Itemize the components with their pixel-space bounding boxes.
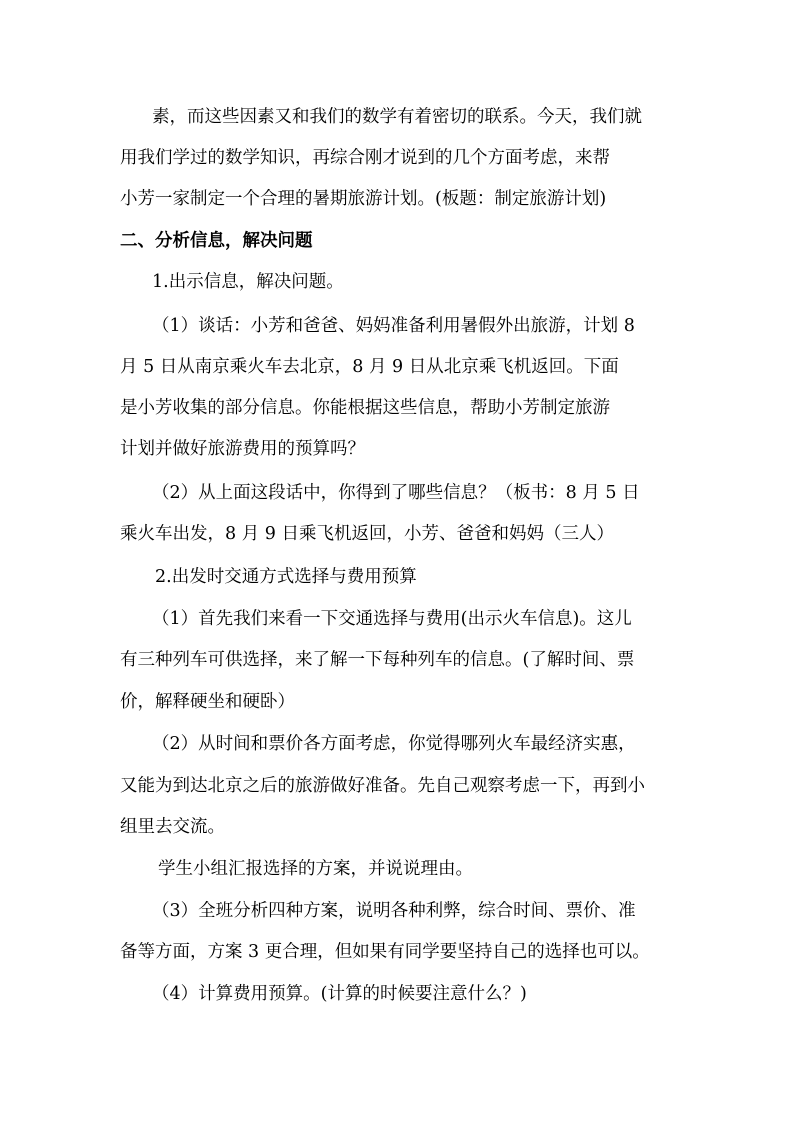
paragraph-line-6: （1）谈话：小芳和爸爸、妈妈准备利用暑假外出旅游，计划 8 bbox=[152, 316, 635, 336]
paragraph-line-17: 又能为到达北京之后的旅游做好准备。先自己观察考虑一下，再到小 bbox=[120, 776, 645, 796]
paragraph-line-16: （2）从时间和票价各方面考虑，你觉得哪列火车最经济实惠， bbox=[152, 734, 636, 754]
paragraph-line-15: 价，解释硬坐和硬卧） bbox=[120, 692, 295, 712]
subsection-heading-1: 1.出示信息，解决问题。 bbox=[152, 272, 344, 292]
paragraph-line-3: 小芳一家制定一个合理的暑期旅游计划。(板题：制定旅游计划) bbox=[120, 189, 607, 209]
section-heading: 二、分析信息，解决问题 bbox=[120, 231, 313, 251]
subsection-heading-2: 2.出发时交通方式选择与费用预算 bbox=[155, 567, 417, 587]
paragraph-line-9: 计划并做好旅游费用的预算吗？ bbox=[120, 439, 365, 459]
paragraph-line-10: （2）从上面这段话中，你得到了哪些信息？（板书：8 月 5 日 bbox=[152, 483, 640, 503]
paragraph-line-11: 乘火车出发，8 月 9 日乘飞机返回，小芳、爸爸和妈妈（三人） bbox=[120, 524, 614, 544]
paragraph-line-13: （1）首先我们来看一下交通选择与费用(出示火车信息)。这儿 bbox=[152, 609, 632, 629]
paragraph-line-7: 月 5 日从南京乘火车去北京，8 月 9 日从北京乘飞机返回。下面 bbox=[120, 357, 619, 377]
paragraph-line-18: 组里去交流。 bbox=[120, 817, 225, 837]
paragraph-line-19: 学生小组汇报选择的方案，并说说理由。 bbox=[158, 859, 473, 879]
paragraph-line-14: 有三种列车可供选择，来了解一下每种列车的信息。(了解时间、票 bbox=[120, 650, 635, 670]
paragraph-line-21: 备等方面，方案 3 更合理，但如果有同学要坚持自己的选择也可以。 bbox=[120, 942, 650, 962]
paragraph-line-20: （3）全班分析四种方案，说明各种利弊，综合时间、票价、准 bbox=[152, 901, 636, 921]
paragraph-line-8: 是小芳收集的部分信息。你能根据这些信息，帮助小芳制定旅游 bbox=[120, 398, 610, 418]
paragraph-line-22: （4）计算费用预算。(计算的时候要注意什么？) bbox=[152, 984, 527, 1004]
paragraph-line-1: 素，而这些因素又和我们的数学有着密切的联系。今天，我们就 bbox=[152, 107, 642, 127]
paragraph-line-2: 用我们学过的数学知识，再综合刚才说到的几个方面考虑，来帮 bbox=[120, 148, 610, 168]
